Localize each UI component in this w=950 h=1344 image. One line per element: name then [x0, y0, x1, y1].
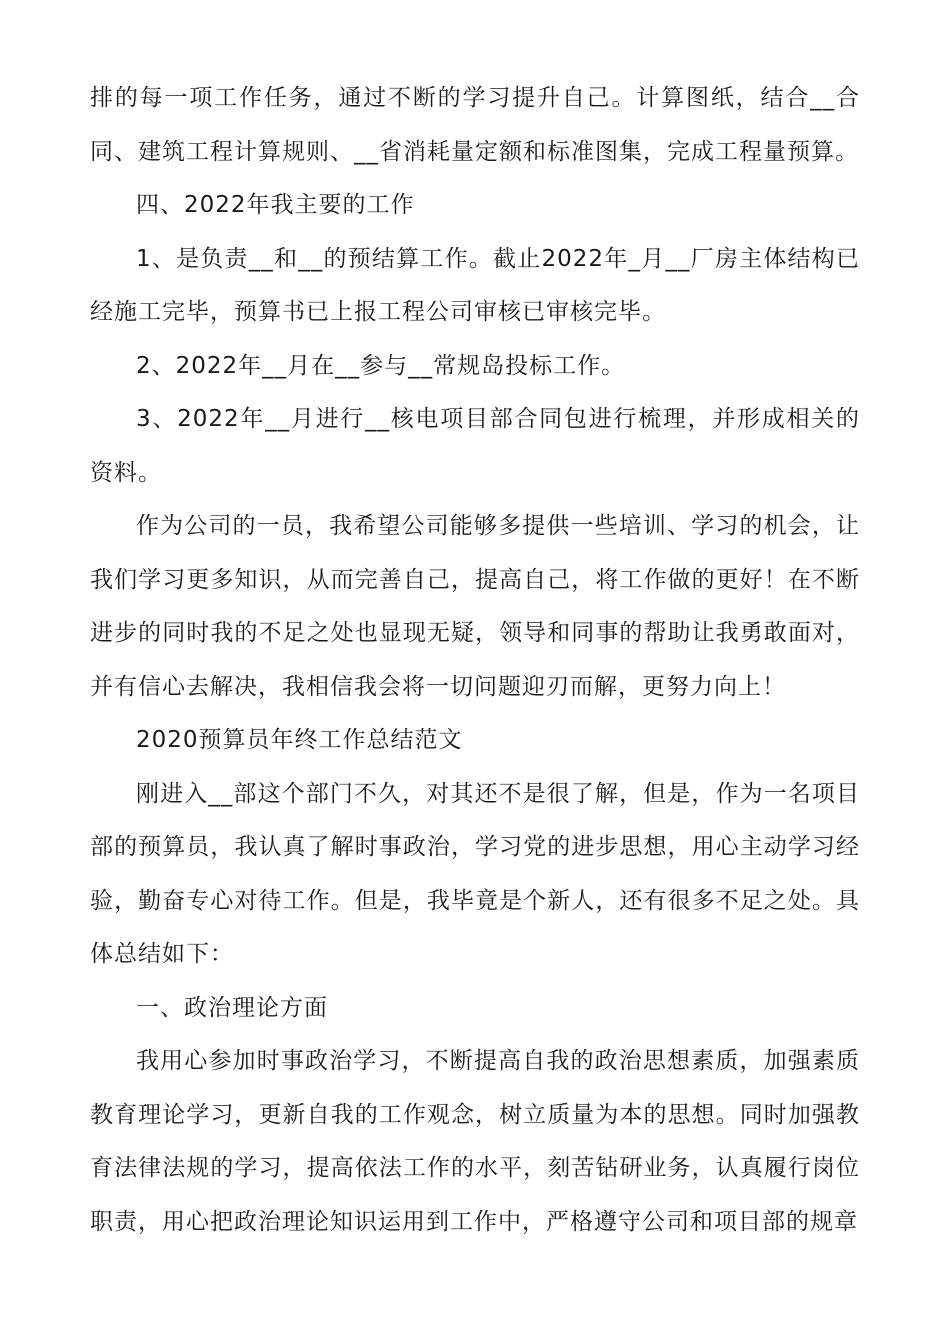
paragraph-closing: 作为公司的一员，我希望公司能够多提供一些培训、学习的机会，让我们学习更多知识，从而完善自己，提高自己，将工作做的更好！在不断进步的同时我的不足之处也显现无疑，领导和同事的帮助让我勇敢面对，并有信心去解决，我相信我会将一切问题迎刃而解，更努力向上！: [90, 513, 860, 700]
list-item-2: 2、2022年__月在__参与__常规岛投标工作。: [136, 352, 626, 379]
paragraph-continuation: 排的每一项工作任务，通过不断的学习提升自己。计算图纸，结合__合同、建筑工程计算规则、__省消耗量定额和标准图集，完成工程量预算。: [90, 85, 860, 165]
list-item-3: 3、2022年__月进行__核电项目部合同包进行梳理，并形成相关的资料。: [90, 406, 860, 486]
document-body: [90, 72, 860, 1249]
paragraph-politics: 我用心参加时事政治学习，不断提高自我的政治思想素质，加强素质教育理论学习，更新自我的工作观念，树立质量为本的思想。同时加强教育法律法规的学习，提高依法工作的水平，刻苦钻研业务，认真履行岗位职责，用心把政治理论知识运用到工作中，严格遵守公司和项目部的规章: [90, 1048, 860, 1235]
paragraph-intro: 刚进入__部这个部门不久，对其还不是很了解，但是，作为一名项目部的预算员，我认真了解时事政治，学习党的进步思想，用心主动学习经验，勤奋专心对待工作。但是，我毕竟是个新人，还有很多不足之处。具体总结如下：: [90, 780, 860, 967]
document-subtitle: 2020预算员年终工作总结范文: [136, 727, 463, 753]
list-item-1: 1、是负责__和__的预结算工作。截止2022年_月__厂房主体结构已经施工完毕，预算书已上报工程公司审核已审核完毕。: [90, 245, 860, 325]
section-heading-politics: 一、政治理论方面: [136, 994, 328, 1021]
section-heading-work-2022: 四、2022年我主要的工作: [136, 192, 415, 218]
